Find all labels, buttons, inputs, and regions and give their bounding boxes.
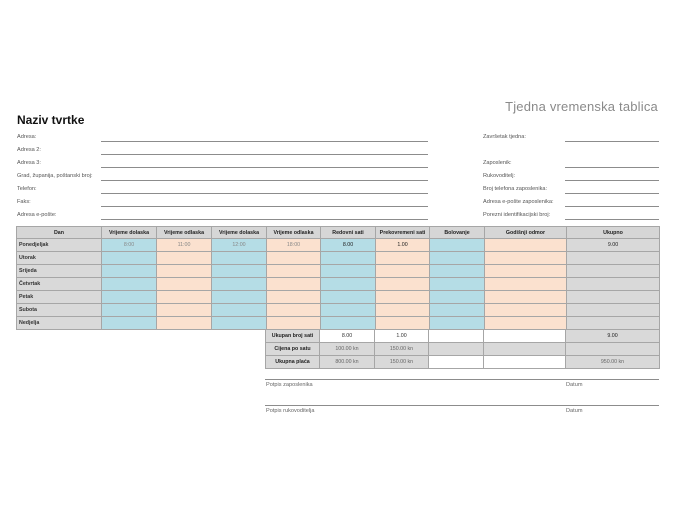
overtime-cell[interactable] — [376, 304, 430, 317]
sick-cell[interactable] — [430, 265, 485, 278]
sick-cell[interactable] — [430, 239, 485, 252]
pay-vacation — [484, 356, 566, 369]
time-cell[interactable] — [157, 278, 212, 291]
day-label: Srijeda — [17, 265, 102, 278]
time-cell[interactable] — [157, 252, 212, 265]
day-label: Utorak — [17, 252, 102, 265]
rate-vacation[interactable] — [484, 343, 566, 356]
overtime-cell[interactable] — [376, 278, 430, 291]
regular-hours-cell[interactable] — [321, 291, 376, 304]
regular-hours-cell[interactable] — [321, 265, 376, 278]
manager-field[interactable] — [565, 180, 659, 181]
total-overtime-hours: 1.00 — [375, 330, 429, 343]
timesheet-title: Tjedna vremenska tablica — [505, 99, 658, 114]
summary-row-pay — [266, 356, 660, 369]
manager-signature-line[interactable] — [265, 405, 659, 406]
time-cell[interactable] — [102, 291, 157, 304]
vacation-cell[interactable] — [485, 304, 567, 317]
time-cell[interactable]: 12:00 — [212, 239, 267, 252]
vacation-cell[interactable] — [485, 252, 567, 265]
time-cell[interactable] — [267, 252, 321, 265]
total-cell: 9.00 — [567, 239, 660, 252]
day-label: Ponedjeljak — [17, 239, 102, 252]
regular-hours-cell[interactable] — [321, 252, 376, 265]
vacation-cell[interactable] — [485, 278, 567, 291]
time-cell[interactable] — [102, 252, 157, 265]
table-row — [17, 278, 660, 291]
time-cell[interactable]: 18:00 — [267, 239, 321, 252]
vacation-cell[interactable] — [485, 239, 567, 252]
address-field[interactable] — [101, 141, 428, 142]
summary-row-rate — [266, 343, 660, 356]
manager-date-label: Datum — [566, 408, 583, 414]
total-cell — [567, 304, 660, 317]
regular-hours-cell[interactable]: 8.00 — [321, 239, 376, 252]
time-cell[interactable] — [157, 317, 212, 330]
time-cell[interactable] — [267, 265, 321, 278]
overtime-cell[interactable]: 1.00 — [376, 239, 430, 252]
city-field[interactable] — [101, 180, 428, 181]
time-cell[interactable]: 11:00 — [157, 239, 212, 252]
sick-cell[interactable] — [430, 317, 485, 330]
address2-field[interactable] — [101, 154, 428, 155]
employee-signature-line[interactable] — [265, 379, 659, 380]
sick-cell[interactable] — [430, 278, 485, 291]
email-label: Adresa e-pošte: — [17, 212, 57, 218]
time-cell[interactable] — [102, 278, 157, 291]
phone-field[interactable] — [101, 193, 428, 194]
time-cell[interactable] — [212, 317, 267, 330]
employee-phone-label: Broj telefona zaposlenika: — [483, 186, 548, 192]
col-header-time-out-1: Vrijeme odlaska — [157, 227, 212, 239]
table-row — [17, 304, 660, 317]
tax-id-label: Porezni identifikacijski broj: — [483, 212, 551, 218]
total-hours-label: Ukupan broj sati — [266, 330, 320, 343]
time-cell[interactable] — [267, 291, 321, 304]
day-label: Nedjelja — [17, 317, 102, 330]
employee-label: Zaposlenik: — [483, 160, 512, 166]
time-cell[interactable] — [267, 317, 321, 330]
time-cell[interactable] — [212, 291, 267, 304]
day-label: Petak — [17, 291, 102, 304]
timesheet-table — [16, 226, 660, 330]
pay-overtime: 150.00 kn — [375, 356, 429, 369]
col-header-regular-hours: Redovni sati — [321, 227, 376, 239]
rate-regular[interactable]: 100.00 kn — [320, 343, 375, 356]
time-cell[interactable] — [212, 265, 267, 278]
table-row — [17, 317, 660, 330]
rate-sick[interactable] — [429, 343, 484, 356]
time-cell[interactable] — [102, 317, 157, 330]
grand-total-hours: 9.00 — [566, 330, 660, 343]
week-ending-field[interactable] — [565, 141, 659, 142]
total-regular-hours: 8.00 — [320, 330, 375, 343]
summary-table — [265, 329, 660, 369]
fax-label: Faks: — [17, 199, 31, 205]
total-cell — [567, 252, 660, 265]
total-sick-hours — [429, 330, 484, 343]
time-cell[interactable] — [212, 304, 267, 317]
total-cell — [567, 265, 660, 278]
time-cell[interactable] — [102, 265, 157, 278]
rate-overtime[interactable]: 150.00 kn — [375, 343, 429, 356]
table-header-row — [17, 227, 660, 239]
col-header-total: Ukupno — [567, 227, 660, 239]
employee-date-label: Datum — [566, 382, 583, 388]
overtime-cell[interactable] — [376, 252, 430, 265]
summary-row-hours — [266, 330, 660, 343]
time-cell[interactable] — [212, 278, 267, 291]
pay-regular: 800.00 kn — [320, 356, 375, 369]
week-ending-label: Završetak tjedna: — [483, 134, 526, 140]
employee-email-field[interactable] — [565, 206, 659, 207]
col-header-time-in-1: Vrijeme dolaska — [102, 227, 157, 239]
regular-hours-cell[interactable] — [321, 278, 376, 291]
pay-sick — [429, 356, 484, 369]
table-row — [17, 291, 660, 304]
day-label: Četvrtak — [17, 278, 102, 291]
col-header-overtime: Prekovremeni sati — [376, 227, 430, 239]
employee-field[interactable] — [565, 167, 659, 168]
manager-signature-label: Potpis rukovoditelja — [266, 408, 315, 414]
city-label: Grad, županija, poštanski broj: — [17, 173, 93, 179]
sick-cell[interactable] — [430, 252, 485, 265]
col-header-time-in-2: Vrijeme dolaska — [212, 227, 267, 239]
address3-field[interactable] — [101, 167, 428, 168]
time-cell[interactable] — [102, 304, 157, 317]
time-cell[interactable] — [267, 278, 321, 291]
pay-total: 950.00 kn — [566, 356, 660, 369]
overtime-cell[interactable] — [376, 291, 430, 304]
total-vacation-hours — [484, 330, 566, 343]
regular-hours-cell[interactable] — [321, 317, 376, 330]
table-row — [17, 265, 660, 278]
address2-label: Adresa 2: — [17, 147, 41, 153]
vacation-cell[interactable] — [485, 265, 567, 278]
time-cell[interactable] — [157, 265, 212, 278]
rate-total-blank — [566, 343, 660, 356]
employee-signature-label: Potpis zaposlenika — [266, 382, 313, 388]
col-header-sick: Bolovanje — [430, 227, 485, 239]
sick-cell[interactable] — [430, 304, 485, 317]
address3-label: Adresa 3: — [17, 160, 41, 166]
sick-cell[interactable] — [430, 291, 485, 304]
email-field[interactable] — [101, 219, 428, 220]
total-cell — [567, 317, 660, 330]
manager-label: Rukovoditelj: — [483, 173, 516, 179]
overtime-cell[interactable] — [376, 265, 430, 278]
time-cell[interactable] — [157, 304, 212, 317]
total-cell — [567, 278, 660, 291]
rate-label: Cijena po satu — [266, 343, 320, 356]
company-name: Naziv tvrtke — [17, 113, 85, 127]
tax-id-field[interactable] — [565, 219, 659, 220]
pay-label: Ukupna plaća — [266, 356, 320, 369]
address-label: Adresa: — [17, 134, 37, 140]
overtime-cell[interactable] — [376, 317, 430, 330]
col-header-vacation: Godišnji odmor — [485, 227, 567, 239]
time-cell[interactable] — [212, 252, 267, 265]
total-cell — [567, 291, 660, 304]
table-row — [17, 252, 660, 265]
phone-label: Telefon: — [17, 186, 37, 192]
time-cell[interactable] — [267, 304, 321, 317]
vacation-cell[interactable] — [485, 317, 567, 330]
day-label: Subota — [17, 304, 102, 317]
employee-email-label: Adresa e-pošte zaposlenika: — [483, 199, 554, 205]
table-row — [17, 239, 660, 252]
employee-phone-field[interactable] — [565, 193, 659, 194]
vacation-cell[interactable] — [485, 291, 567, 304]
time-cell[interactable] — [157, 291, 212, 304]
fax-field[interactable] — [101, 206, 428, 207]
regular-hours-cell[interactable] — [321, 304, 376, 317]
col-header-time-out-2: Vrijeme odlaska — [267, 227, 321, 239]
time-cell[interactable]: 8:00 — [102, 239, 157, 252]
col-header-day: Dan — [17, 227, 102, 239]
